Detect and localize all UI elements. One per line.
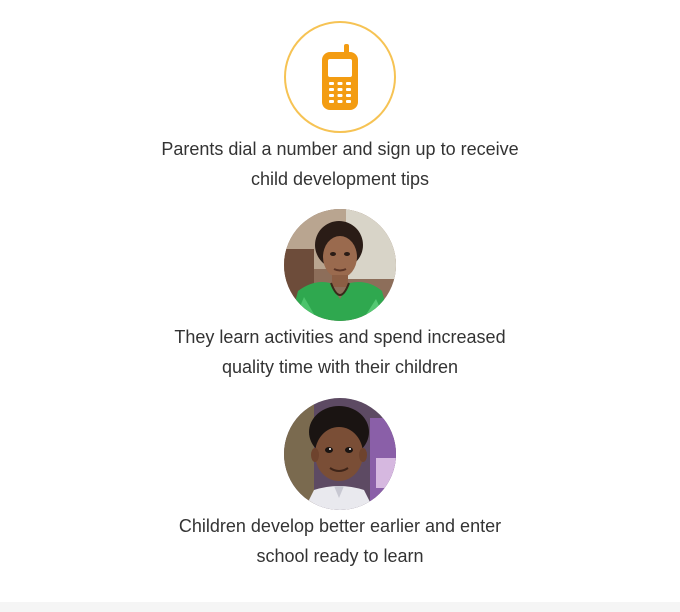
- mother-photo: [284, 209, 396, 321]
- step-3-caption-line2: school ready to learn: [256, 546, 424, 566]
- phone-icon-circle: [284, 21, 396, 133]
- mobile-phone-icon: [320, 44, 360, 110]
- step-2-caption-line1: They learn activities and spend increased: [174, 327, 506, 347]
- step-3-caption: [0, 511, 680, 571]
- step-2-caption-line2: quality time with their children: [221, 357, 459, 377]
- footer-band: [0, 602, 680, 612]
- step-1-caption-line1: Parents dial a number and sign up to receive: [161, 139, 519, 159]
- step-1-caption: [0, 134, 680, 194]
- step-3-caption-line1: Children develop better earlier and enter: [178, 516, 502, 536]
- step-1-caption-line2: child development tips: [250, 169, 430, 189]
- step-2-caption: [0, 322, 680, 382]
- child-photo: [284, 398, 396, 510]
